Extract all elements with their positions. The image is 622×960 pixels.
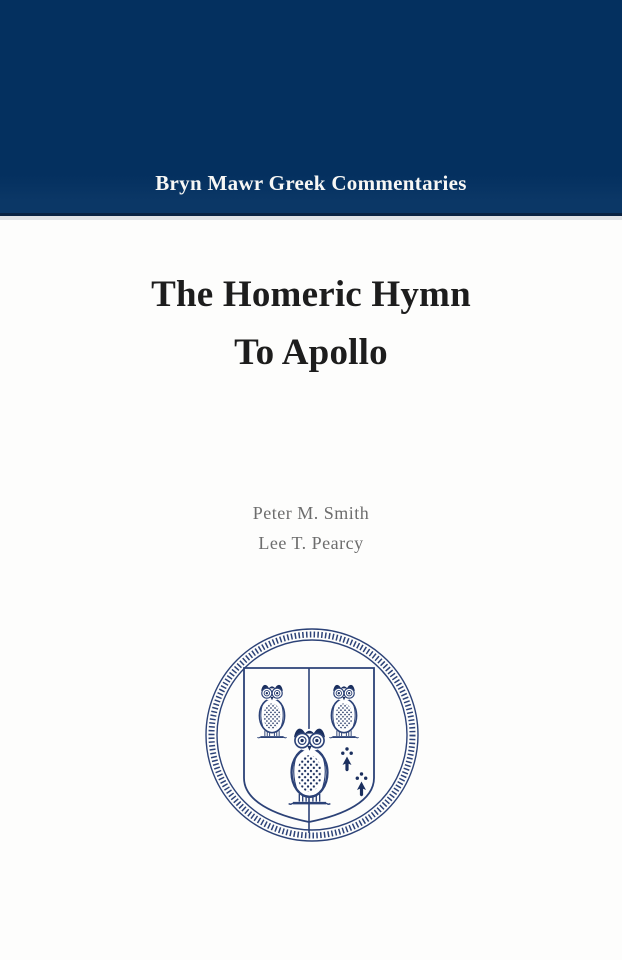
series-band: [0, 0, 622, 216]
ermine-spot-1: [341, 747, 353, 771]
authors: [0, 498, 622, 558]
series-title: Bryn Mawr Greek Commentaries: [155, 171, 467, 195]
bryn-mawr-owl-seal-icon: [202, 625, 422, 845]
book-title: [0, 266, 622, 382]
owl-large-center: [289, 729, 331, 805]
ermine-spot-2: [356, 772, 368, 796]
title-line-1: The Homeric Hymn: [151, 274, 471, 315]
owl-small-right: [329, 685, 358, 738]
title-line-2: To Apollo: [234, 332, 388, 373]
owl-small-left: [257, 685, 286, 738]
author-name-2: Lee T. Pearcy: [258, 533, 364, 553]
author-name-1: Peter M. Smith: [252, 503, 370, 523]
